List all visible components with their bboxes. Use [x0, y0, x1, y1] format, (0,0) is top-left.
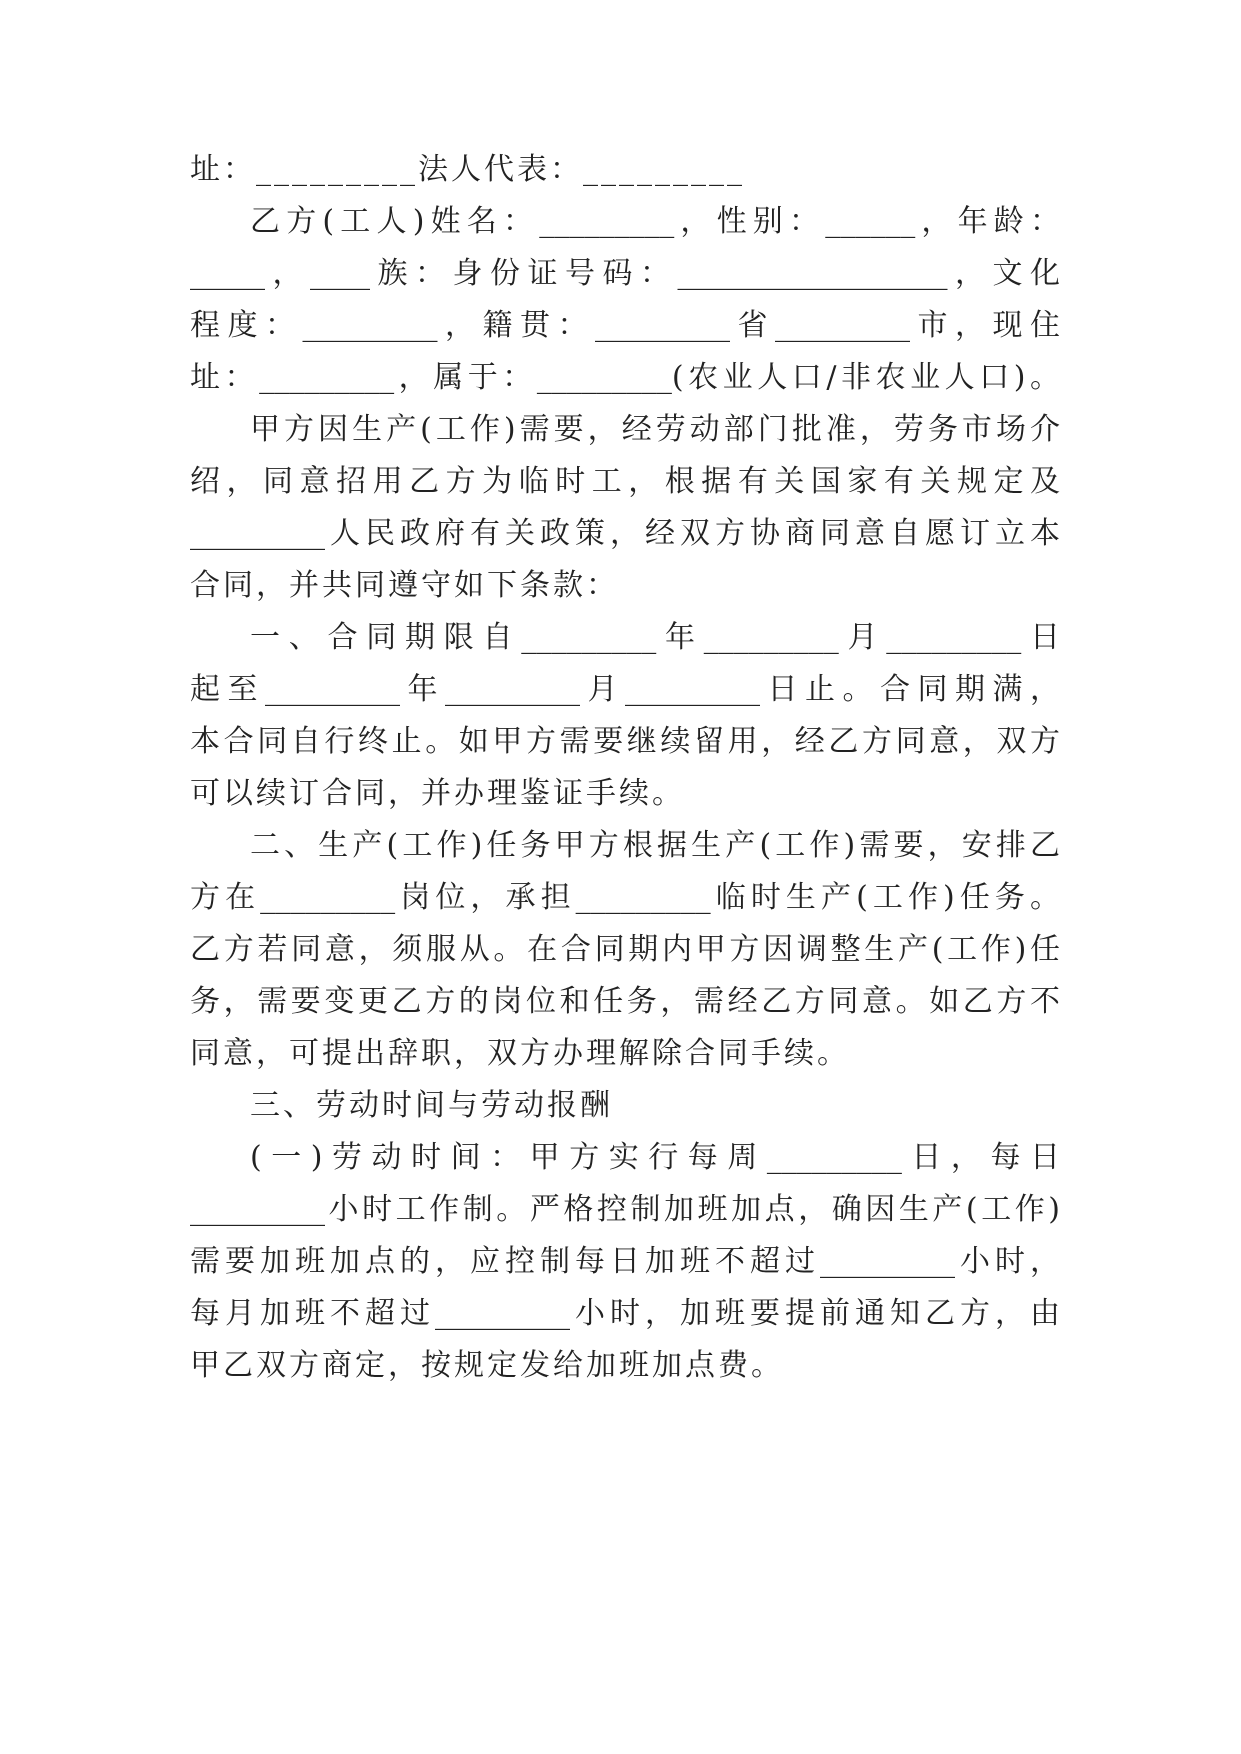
text-line: 务，需要变更乙方的岗位和任务，需经乙方同意。如乙方不 [190, 984, 1060, 1019]
text-line: 可以续订合同，并办理鉴证手续。 [190, 776, 685, 811]
text-line: 需要加班加点的，应控制每日加班不超过_________小时， [190, 1244, 1060, 1279]
text-line: 二、生产(工作)任务甲方根据生产(工作)需要，安排乙 [250, 828, 1060, 863]
text-line: 址：_________，属于：_________(农业人口/非农业人口)。 [190, 360, 1060, 395]
text-line: _________人民政府有关政策，经双方协商同意自愿订立本 [190, 516, 1060, 551]
text-line: 一、合同期限自_________年_________月_________日 [250, 620, 1060, 655]
text-line: 每月加班不超过_________小时，加班要提前通知乙方，由 [190, 1296, 1060, 1331]
text-line: 程度：_________，籍贯：_________省_________市，现住 [190, 308, 1060, 343]
text-line: (一)劳动时间：甲方实行每周_________日，每日 [250, 1140, 1060, 1175]
text-line: 起至_________年_________月_________日止。合同期满， [190, 672, 1060, 707]
text-line: _____，____族：身份证号码：__________________，文化 [190, 256, 1060, 291]
text-line: 合同，并共同遵守如下条款： [190, 568, 619, 603]
text-line: 甲乙双方商定，按规定发给加班加点费。 [190, 1348, 784, 1383]
text-line: 乙方若同意，须服从。在合同期内甲方因调整生产(工作)任 [190, 932, 1060, 967]
text-line: 本合同自行终止。如甲方需要继续留用，经乙方同意，双方 [190, 724, 1060, 759]
text-line: 绍，同意招用乙方为临时工，根据有关国家有关规定及 [190, 464, 1060, 499]
text-line: 甲方因生产(工作)需要，经劳动部门批准，劳务市场介 [250, 412, 1060, 447]
text-line: _________小时工作制。严格控制加班加点，确因生产(工作) [190, 1192, 1060, 1227]
text-line: 同意，可提出辞职，双方办理解除合同手续。 [190, 1036, 850, 1071]
text-line: 方在_________岗位，承担_________临时生产(工作)任务。 [190, 880, 1060, 915]
text-line: 乙方(工人)姓名：_________，性别：______，年龄： [250, 204, 1060, 239]
text-line: 址：_________法人代表：_________ [190, 152, 745, 187]
section-heading: 三、劳动时间与劳动报酬 [250, 1088, 613, 1123]
